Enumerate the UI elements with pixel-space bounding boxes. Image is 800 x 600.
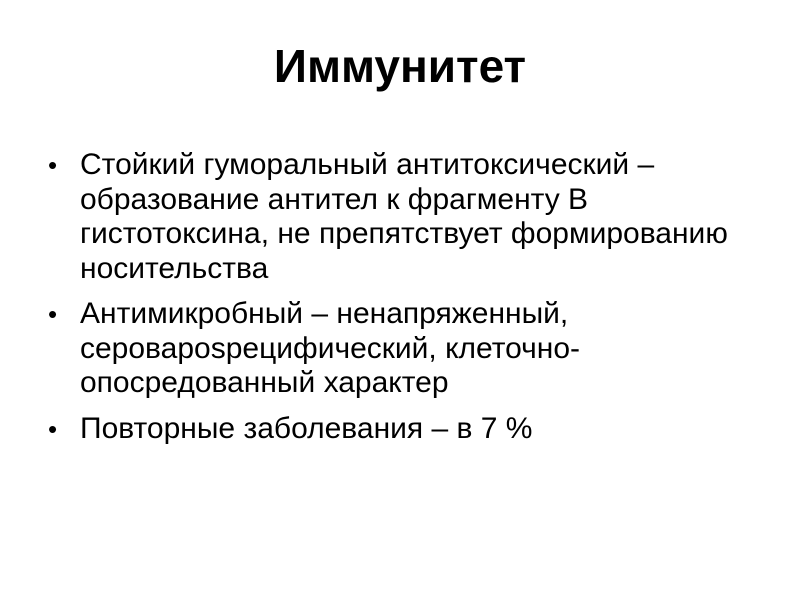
bullet-item [44, 412, 764, 447]
bullet-item [44, 297, 764, 401]
bullet-icon: • [48, 413, 58, 444]
bullet-text: Стойкий гуморальный антитоксический – образование антител к фрагменту В гистотоксина, не препятствует формированию носительства [80, 148, 728, 285]
bullet-text: Антимикробный – ненапряженный, сероварospецифический, клеточно-опосредованный характер [80, 297, 581, 399]
bullet-icon: • [48, 299, 58, 329]
bullet-icon: • [48, 150, 58, 180]
bullet-list [44, 148, 764, 457]
bullet-text: Повторные заболевания – в 7 % [80, 411, 533, 445]
slide-title: Иммунитет [273, 40, 527, 92]
bullet-item [44, 148, 764, 286]
